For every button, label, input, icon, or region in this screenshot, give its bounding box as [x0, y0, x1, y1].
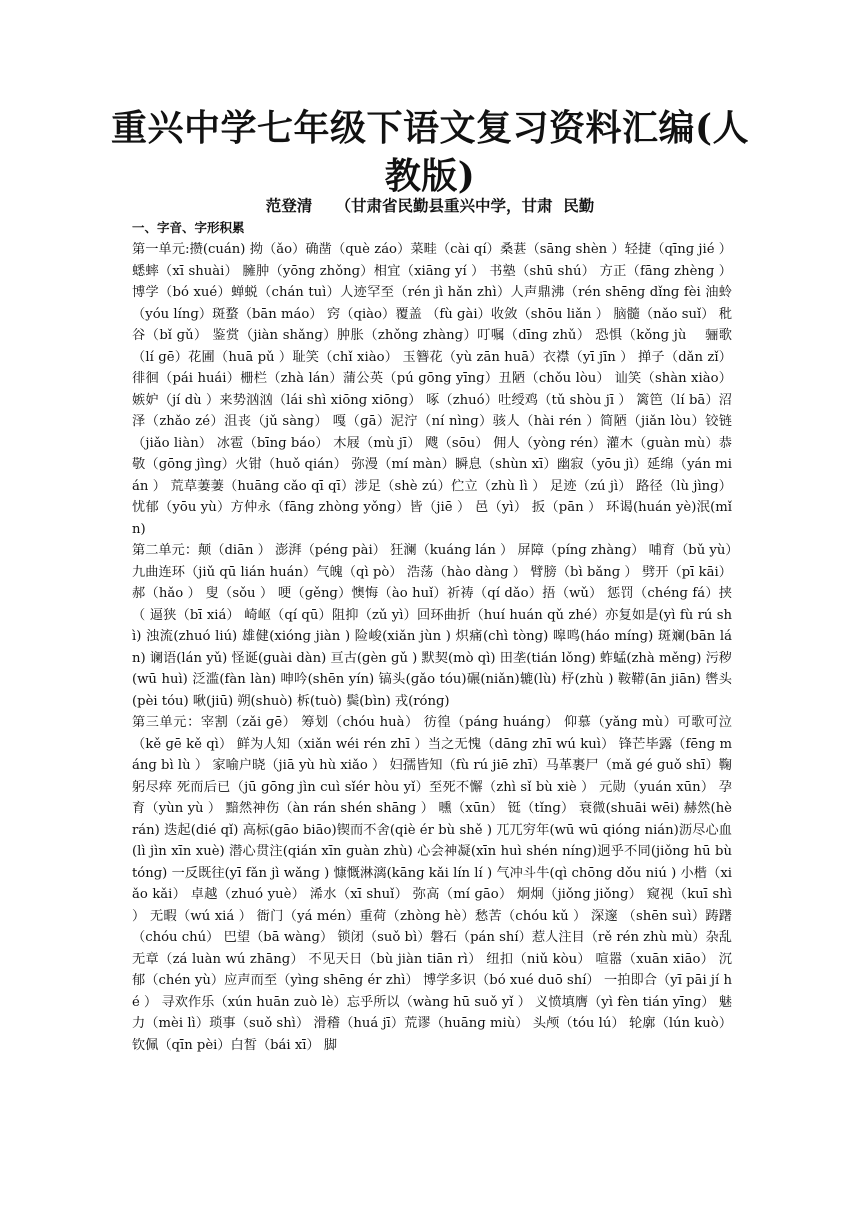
document-title: 重兴中学七年级下语文复习资料汇编(人教版): [110, 107, 750, 197]
unit-three-paragraph: 第三单元：宰割（zǎi ɡē） 筹划（chóu huà） 彷徨（pánɡ huánɡ） 仰慕（yǎnɡ mù）可歌可泣（kě ɡē kě qì） 鲜为人知（xiǎn wéi rén zhī ）当之无愧（dānɡ zhī wú kuì） 锋芒毕露（fēnɡ mánɡ bì lù ） 家喻户晓（jiā yù hù xiǎo ） 妇孺皆知（fù rú jiē zhī）马革裹尸（mǎ ɡé ɡuǒ shī）鞠躬尽瘁 死而后已（jū ɡōnɡ jìn cuì sǐér hòu yǐ）至死不懈（zhì sǐ bù xiè ） 元勋（yuán xūn） 孕育（yùn yù ） 黯然神伤（àn rán shén shānɡ ） 曛（xūn） 铤（tǐnɡ） 衰微(shuāi wēi) 赫然(hè rán) 迭起(dié qǐ) 高标(ɡāo biāo)锲而不舍(qiè ér bù shě ) 兀兀穷年(wū wū qiónɡ nián)沥尽心血(lì jìn xīn xuè) 潜心贯注(qián xīn ɡuàn zhù) 心会神凝(xīn huì shén nínɡ)迥乎不同(jiǒnɡ hū bù tónɡ) 一反既往(yī fǎn jì wǎnɡ ) 慷慨淋漓(kānɡ kǎi lín lí ) 气冲斗牛(qì chōnɡ dǒu niú ) 小楷（xiǎo kǎi） 卓越（zhuó yuè） 浠水（xī shuǐ） 弥高（mí ɡāo） 炯炯（jiǒnɡ jiǒnɡ） 窥视（kuī shì ） 无暇（wú xiá ） 衙门（yá mén）重荷（zhònɡ hè）愁苦（chóu kǔ ） 深邃 （shēn suì）踌躇（chóu chú） 巴望（bā wànɡ） 锁闭（suǒ bì）磐石（pán shí）惹人注目（rě rén zhù mù）杂乱无章（zá luàn wú zhānɡ） 不见天日（bù jiàn tiān rì） 纽扣（niǔ kòu） 喧嚣（xuān xiāo） 沉郁（chén yù）应声而至（yìnɡ shēnɡ ér zhì） 博学多识（bó xué duō shí） 一拍即合（yī pāi jí hé ） 寻欢作乐（xún huān zuò lè）忘乎所以（wànɡ hū suǒ yǐ ） 义愤填膺（yì fèn tián yīnɡ） 魅力（mèi lì）琐事（suǒ shì） 滑稽（huá jī）荒谬（huānɡ miù） 头颅（tóu lú） 轮廓（lún kuò） 钦佩（qīn pèi）白皙（bái xī） 脚: [132, 715, 732, 1053]
document-body: [132, 239, 732, 1056]
unit-two-paragraph: 第二单元：颠（diān ） 澎湃（pénɡ pài） 狂澜（kuánɡ lán ） 屏障（pínɡ zhànɡ） 哺育（bǔ yù）九曲连环（jiǔ qū lián huán）气魄（qì pò） 浩荡（hào dànɡ ） 臂膀（bì bǎnɡ ） 劈开（pī kāi） 郝（hǎo ） 叟（sǒu ） 哽（ɡěnɡ）懊悔（ào huǐ）祈祷（qí dǎo）捂（wǔ） 惩罚（chénɡ fá）挟（ 逼狭（bī xiá） 崎岖（qí qū）阻抑（zǔ yì）回环曲折（huí huán qǔ zhé）亦复如是(yì fù rú shì) 浊流(zhuó liú) 雄健(xiónɡ jiàn ) 险峻(xiǎn jùn ) 炽痛(chì tònɡ) 嗥鸣(háo mínɡ) 斑斓(bān lán) 谰语(lán yǔ) 怪诞(ɡuài dàn) 亘古(ɡèn ɡǔ ) 默契(mò qì) 田垄(tián lǒnɡ) 蚱蜢(zhà měnɡ) 污秽(wū huì) 泛滥(fàn làn) 呻吟(shēn yín) 镐头(ɡǎo tóu)碾(niǎn)辘(lù) 杼(zhù ) 鞍鞯(ān jiān) 辔头(pèi tóu) 啾(jiū) 朔(shuò) 柝(tuò) 鬓(bìn) 戎(rónɡ): [132, 543, 732, 709]
author-line: 范登清 （甘肃省民勤县重兴中学，甘肃 民勤: [265, 196, 595, 215]
section-heading: 一、字音、字形积累: [132, 220, 245, 235]
unit-one-paragraph: 第一单元:攒(cuán) 拗（ǎo）确凿（què záo）菜畦（cài qí）桑葚（sānɡ shèn ）轻捷（qīnɡ jié ）蟋蟀（xī shuài） 臃肿（yōnɡ zhǒnɡ）相宜（xiānɡ yí ） 书塾（shū shú） 方正（fānɡ zhènɡ ） 博学（bó xué）蝉蜕（chán tuì）人迹罕至（rén jì hǎn zhì）人声鼎沸（rén shēnɡ dǐnɡ fèi 油蛉（yóu línɡ）斑蝥（bān máo） 窍（qiào）覆盖 （fù ɡài）收敛（shōu liǎn ） 脑髓（nǎo suǐ） 秕谷（bǐ ɡǔ） 鉴赏（jiàn shǎnɡ）肿胀（zhǒnɡ zhànɡ）叮嘱（dīnɡ zhǔ） 恐惧（kǒnɡ jù 骊歌（lí ɡē）花圃（huā pǔ ）耻笑（chǐ xiào） 玉簪花（yù zān huā）衣襟（yī jīn ） 掸子（dǎn zǐ） 徘徊（pái huái）栅栏（zhà lán）蒲公英（pú ɡōnɡ yīnɡ）丑陋（chǒu lòu） 讪笑（shàn xiào）嫉妒（jí dù ）来势汹汹（lái shì xiōnɡ xiōnɡ） 啄（zhuó）吐绶鸡（tǔ shòu jī ） 篱笆（lí bā）沼泽（zhǎo zé）沮丧（jǔ sànɡ） 嘎（ɡā）泥泞（ní nìnɡ）骇人（hài rén ）简陋（jiǎn lòu）铰链（jiǎo liàn） 冰雹（bīnɡ báo） 木屐（mù jī） 飕（sōu） 佣人（yònɡ rén）灌木（ɡuàn mù）恭敬（ɡōnɡ jìnɡ）火钳（huǒ qián） 弥漫（mí màn）瞬息（shùn xī）幽寂（yōu jì）延绵（yán mián ） 荒草萋萋（huānɡ cǎo qī qī）涉足（shè zú）伫立（zhù lì ） 足迹（zú jì） 路径（lù jìnɡ）忧郁（yōu yù）方仲永（fānɡ zhònɡ yǒnɡ）皆（jiē ） 邑（yì） 扳（pān ） 环谒(huán yè)泯(mǐn): [132, 242, 732, 537]
